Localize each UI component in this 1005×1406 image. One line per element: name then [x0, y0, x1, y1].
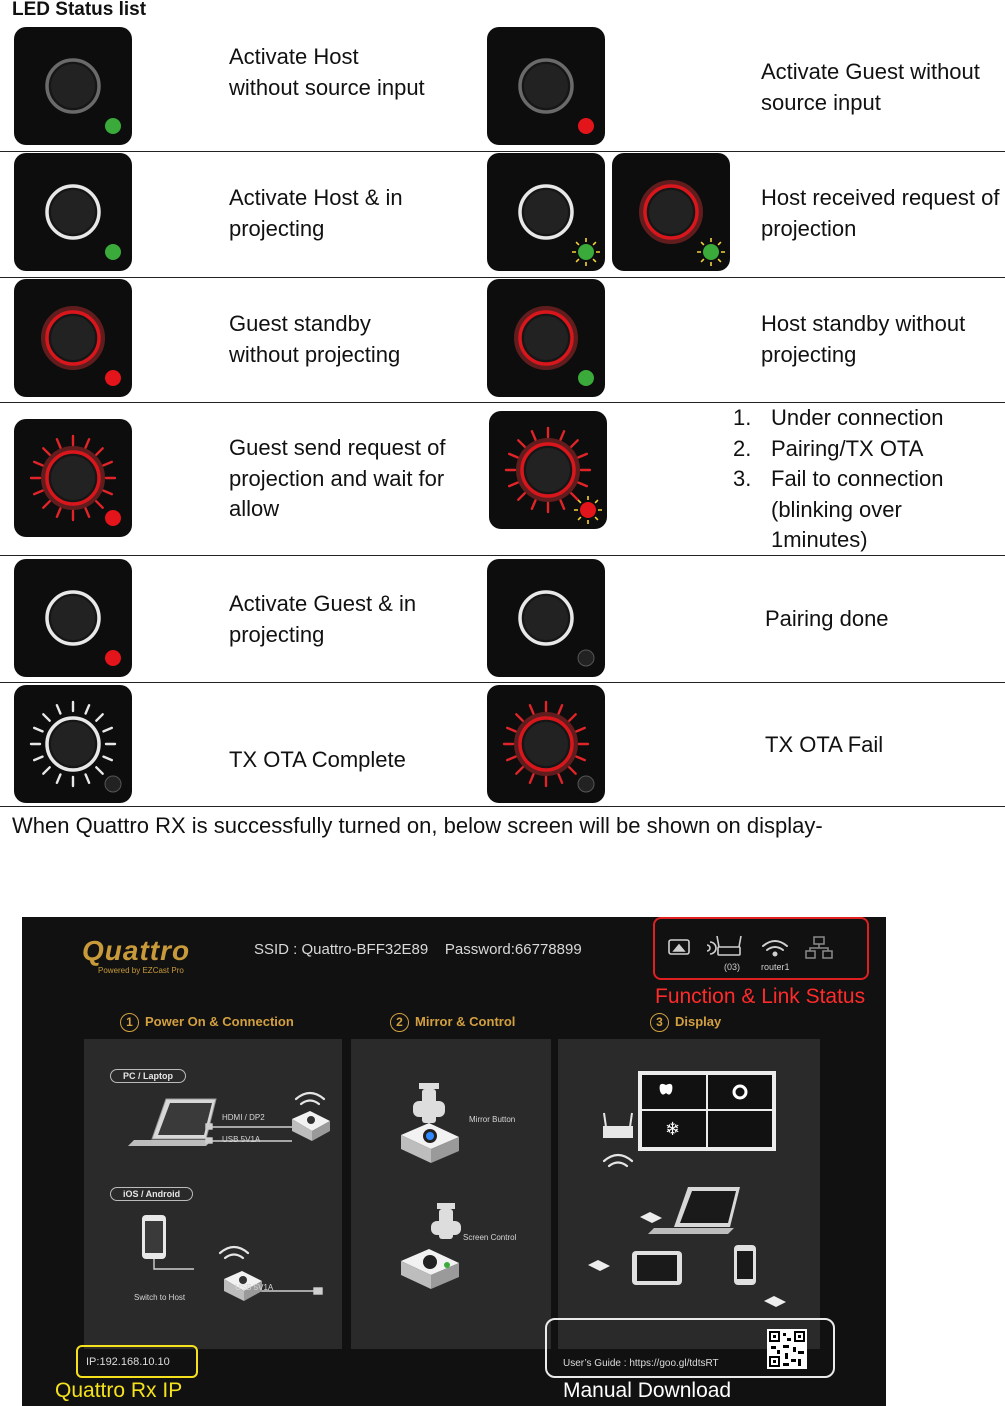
led-desc: Activate Guest without source input: [761, 59, 980, 115]
table-divider: [0, 277, 1005, 278]
led-status-icon: [487, 279, 605, 397]
function-status-highlight: [653, 917, 869, 980]
laptop-icon: [128, 1099, 216, 1146]
ip-highlight: IP:192.168.10.10: [76, 1345, 198, 1378]
quattro-logo: Quattro: [82, 935, 191, 966]
tv-icon: [638, 1071, 776, 1151]
ip-label: Quattro Rx IP: [55, 1379, 183, 1402]
manual-download-label: Manual Download: [563, 1379, 732, 1402]
manual-highlight: [545, 1318, 835, 1378]
led-status-icon: [14, 559, 132, 677]
usb-label: USB 5V1A: [222, 1135, 261, 1144]
led-status-icon: [487, 685, 605, 803]
hand-pointer-icon: [431, 1203, 461, 1239]
screen-control-label: Screen Control: [463, 1233, 517, 1242]
led-desc: Guest send request of projection and wait for allow: [229, 435, 446, 521]
list-item: [733, 434, 983, 465]
step-1: [120, 1013, 294, 1032]
guide-text: User’s Guide : https://goo.gl/tdtsRT: [563, 1358, 719, 1369]
description-text: When Quattro RX is successfully turned on, below screen will be shown on display-: [12, 813, 823, 838]
led-desc: TX OTA Complete: [229, 747, 406, 772]
led-status-icon: [14, 279, 132, 397]
led-status-icon: [489, 411, 607, 529]
step-label: Power On & Connection: [145, 1013, 294, 1029]
qr-code-icon: [767, 1329, 807, 1369]
led-status-icon: [487, 27, 605, 145]
led-status-icon: [14, 685, 132, 803]
led-status-icon: [487, 153, 605, 271]
led-desc-list: [733, 403, 983, 556]
tablet-icon: [632, 1251, 682, 1285]
table-divider: [0, 806, 1005, 807]
quattro-device-icon: [401, 1123, 459, 1163]
usb-label: USB 5V1A: [235, 1283, 274, 1292]
phone-icon: [734, 1245, 756, 1285]
led-status-icon: [14, 27, 132, 145]
router-count: (03): [724, 962, 741, 972]
panel-mirror-control: [351, 1039, 551, 1349]
hdmi-label: HDMI / DP2: [222, 1113, 265, 1122]
ssid-line: SSID : Quattro-BFF32E89 Password:66778899: [254, 941, 582, 958]
page-title: LED Status list: [12, 0, 147, 20]
step-3: [650, 1013, 721, 1032]
panel-power-connection: [84, 1039, 342, 1349]
switch-to-host-label: Switch to Host: [134, 1293, 186, 1302]
led-status-icon: [612, 153, 730, 271]
led-status-icon: [14, 153, 132, 271]
router-icon: [604, 1113, 632, 1137]
wifi-icon: [220, 1247, 248, 1258]
led-desc: Guest standby without projecting: [229, 311, 401, 367]
hand-pointer-icon: [413, 1083, 445, 1123]
step-number: 1: [120, 1013, 139, 1032]
step-number: 3: [650, 1013, 669, 1032]
butterfly-icon: [660, 1084, 673, 1095]
led-desc: Activate Host & in projecting: [229, 185, 403, 241]
led-status-icon: [487, 559, 605, 677]
led-status-icon: [14, 419, 132, 537]
router-name: router1: [761, 962, 790, 972]
wifi-icon: [604, 1155, 632, 1166]
step-label: Mirror & Control: [415, 1013, 516, 1029]
led-desc: Pairing done: [765, 606, 889, 631]
powered-by-text: Powered by EZCast Pro: [98, 966, 184, 975]
table-divider: [0, 151, 1005, 152]
quattro-device-icon: [401, 1249, 459, 1289]
laptop-icon: [648, 1187, 740, 1234]
airplay-icon: [669, 940, 689, 954]
led-desc: Activate Host without source input: [229, 44, 425, 100]
step-2: [390, 1013, 515, 1032]
router-icon: [707, 936, 741, 955]
function-status-label: Function & Link Status: [655, 985, 866, 1008]
led-desc: Activate Guest & in projecting: [229, 591, 417, 647]
quattro-screen: [22, 917, 886, 1406]
mirror-illustration: [351, 1039, 551, 1349]
phone-icon: [142, 1215, 166, 1259]
mirror-button-label: Mirror Button: [469, 1115, 516, 1124]
step-number: 2: [390, 1013, 409, 1032]
list-number: 2.: [733, 435, 752, 461]
wifi-icon: [763, 941, 787, 956]
list-text: Under connection: [771, 405, 944, 430]
list-text: Fail to connection (blinking over 1minutes): [771, 466, 944, 552]
pc-laptop-pill: PC / Laptop: [110, 1069, 186, 1083]
list-number: 1.: [733, 405, 752, 430]
led-desc: TX OTA Fail: [765, 732, 884, 757]
step-label: Display: [675, 1013, 722, 1029]
table-divider: [0, 682, 1005, 683]
quattro-device-icon: [292, 1111, 330, 1141]
snowflake-icon: ❄: [665, 1119, 681, 1140]
ethernet-icon: [806, 937, 832, 958]
list-number: 3.: [733, 466, 752, 491]
panel-display: [558, 1039, 820, 1349]
list-text: Pairing/TX OTA: [771, 435, 924, 461]
led-desc: Host standby without projecting: [761, 311, 966, 367]
list-item: [733, 403, 983, 434]
wifi-icon: [296, 1093, 324, 1104]
led-desc: Host received request of projection: [761, 185, 1000, 241]
list-item: [733, 464, 983, 556]
display-illustration: [558, 1039, 820, 1349]
ios-android-pill: iOS / Android: [110, 1187, 193, 1201]
